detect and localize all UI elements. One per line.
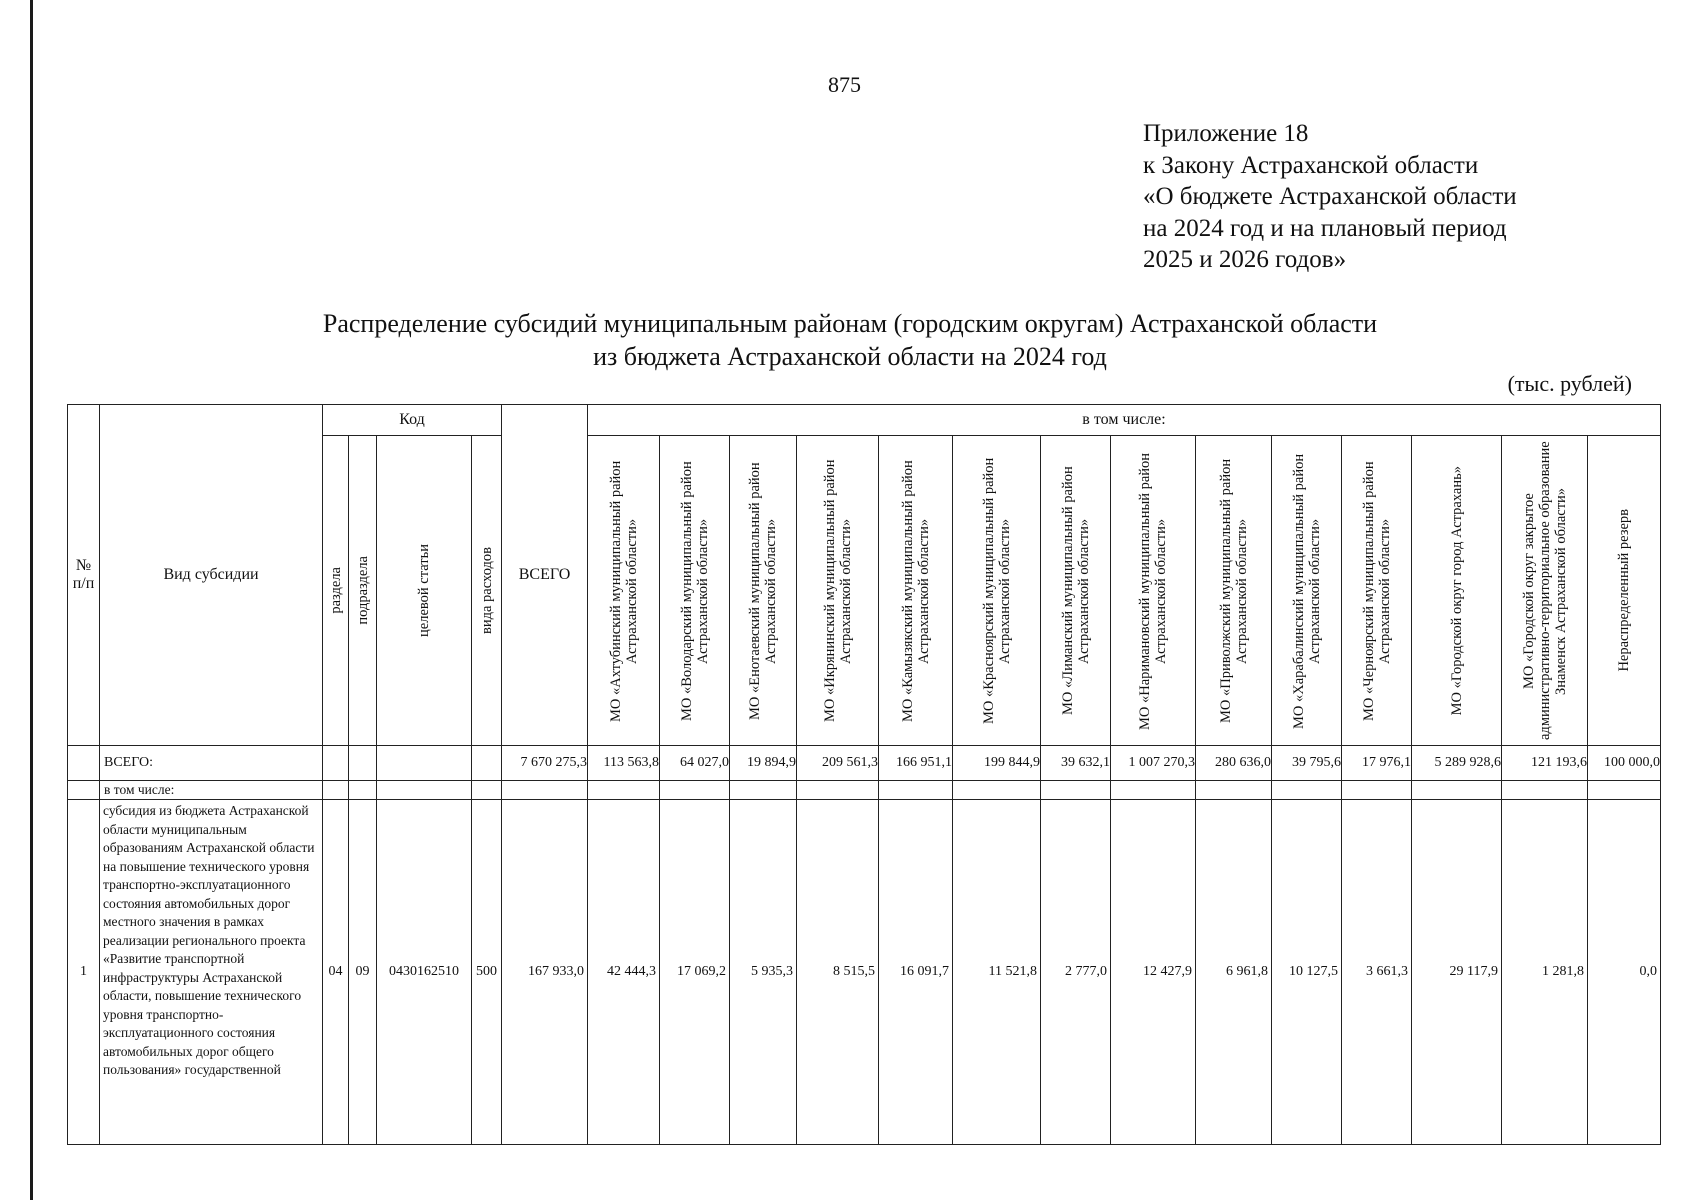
total-value: 121 193,6 <box>1502 746 1588 781</box>
header-code-col: подраздела <box>349 436 377 746</box>
header-municipality: МО «Володарский муниципальный район Астраханской области» <box>660 436 730 746</box>
table-cell <box>1412 781 1502 800</box>
row-value: 6 961,8 <box>1196 800 1272 1145</box>
table-cell <box>349 781 377 800</box>
annex-line: «О бюджете Астраханской области <box>1143 183 1517 210</box>
header-municipality: МО «Наримановский муниципальный район Астраханской области» <box>1111 436 1196 746</box>
title-line-1: Распределение субсидий муниципальным районам (городским округам) Астраханской области <box>322 309 1378 338</box>
row-value: 2 777,0 <box>1041 800 1111 1145</box>
table-cell <box>1041 781 1111 800</box>
total-value: 5 289 928,6 <box>1412 746 1502 781</box>
row-value: 11 521,8 <box>953 800 1041 1145</box>
table-cell <box>1588 781 1661 800</box>
total-value: 209 561,3 <box>797 746 879 781</box>
row-value: 1 281,8 <box>1502 800 1588 1145</box>
total-value: 17 976,1 <box>1342 746 1412 781</box>
subsidy-description: субсидия из бюджета Астраханской области муниципальным образованиям Астраханской области на повышение технического уровня транспортно-эксплуатационного состояния автомобильных дорог местного значения в рамках реализации регионального проекта «Развитие транспортной инфраструктуры Астраханской области, повышение технического уровня транспортно-эксплуатационного состояния автомобильных дорог общего пользования» государственной <box>100 800 323 1145</box>
table-cell <box>377 746 472 781</box>
header-municipality: МО «Приволжский муниципальный район Астраханской области» <box>1196 436 1272 746</box>
table-cell <box>1196 781 1272 800</box>
header-municipality: МО «Городской округ город Астрахань» <box>1412 436 1502 746</box>
total-value: 280 636,0 <box>1196 746 1272 781</box>
header-reserve: Нераспределенный резерв <box>1588 436 1661 746</box>
total-value: 64 027,0 <box>660 746 730 781</box>
total-row <box>68 746 1661 781</box>
header-municipality: МО «Черноярский муниципальный район Астраханской области» <box>1342 436 1412 746</box>
total-value: 166 951,1 <box>879 746 953 781</box>
row-value: 42 444,3 <box>588 800 660 1145</box>
row-value: 16 091,7 <box>879 800 953 1145</box>
table-cell <box>797 781 879 800</box>
table-cell <box>349 746 377 781</box>
header-num: № п/п <box>68 405 100 746</box>
table-cell <box>660 781 730 800</box>
code-celevaya-statya: 0430162510 <box>377 800 472 1145</box>
table-cell <box>68 781 100 800</box>
table-cell <box>472 746 502 781</box>
row-value: 29 117,9 <box>1412 800 1502 1145</box>
row-value: 3 661,3 <box>1342 800 1412 1145</box>
subsidy-table <box>67 404 1661 1145</box>
units-label: (тыс. рублей) <box>1507 371 1632 396</box>
row-value: 12 427,9 <box>1111 800 1196 1145</box>
title-line-2: из бюджета Астраханской области на 2024 год <box>593 342 1107 371</box>
total-value: 39 632,1 <box>1041 746 1111 781</box>
header-code-col: целевой статьи <box>377 436 472 746</box>
row-total-value: 167 933,0 <box>502 800 588 1145</box>
table-cell <box>1272 781 1342 800</box>
annex-header <box>1143 118 1517 276</box>
header-municipality: МО «Енотаевский муниципальный район Астраханской области» <box>730 436 797 746</box>
total-value: 100 000,0 <box>1588 746 1661 781</box>
table-cell <box>323 746 349 781</box>
code-vid-rashodov: 500 <box>472 800 502 1145</box>
row-value: 10 127,5 <box>1272 800 1342 1145</box>
table-cell <box>377 781 472 800</box>
table-cell <box>472 781 502 800</box>
table-cell <box>588 781 660 800</box>
total-value: 1 007 270,3 <box>1111 746 1196 781</box>
annex-line: 2025 и 2026 годов» <box>1143 246 1347 273</box>
header-code-col: вида расходов <box>472 436 502 746</box>
including-row <box>68 781 1661 800</box>
row-value: 8 515,5 <box>797 800 879 1145</box>
row-value: 17 069,2 <box>660 800 730 1145</box>
row-number: 1 <box>68 800 100 1145</box>
header-code: Код <box>323 405 502 436</box>
header-municipality: МО «Городской округ закрытое административно-территориальное образование Знаменск Астраханской области» <box>1502 436 1588 746</box>
table-cell <box>68 746 100 781</box>
header-municipality: МО «Ахтубинский муниципальный район Астраханской области» <box>588 436 660 746</box>
document-title <box>200 307 1500 373</box>
header-code-col: раздела <box>323 436 349 746</box>
total-value: 113 563,8 <box>588 746 660 781</box>
header-municipality: МО «Лиманский муниципальный район Астраханской области» <box>1041 436 1111 746</box>
table-cell <box>953 781 1041 800</box>
table-cell <box>879 781 953 800</box>
left-margin-line <box>30 0 33 1200</box>
annex-line: к Закону Астраханской области <box>1143 151 1479 179</box>
header-total: ВСЕГО <box>502 405 588 746</box>
header-municipality: МО «Икрянинский муниципальный район Астраханской области» <box>797 436 879 746</box>
total-value: 199 844,9 <box>953 746 1041 781</box>
table-cell <box>1502 781 1588 800</box>
table-cell <box>730 781 797 800</box>
header-municipality: МО «Камызякский муниципальный район Астраханской области» <box>879 436 953 746</box>
header-subsidy-type: Вид субсидии <box>100 405 323 746</box>
total-value: 19 894,9 <box>730 746 797 781</box>
table-cell <box>1342 781 1412 800</box>
total-value: 7 670 275,3 <box>502 746 588 781</box>
annex-line: Приложение 18 <box>1143 120 1309 147</box>
code-podrazdel: 09 <box>349 800 377 1145</box>
annex-line: на 2024 год и на плановый период <box>1143 214 1507 242</box>
page-number: 875 <box>828 72 861 97</box>
total-label: ВСЕГО: <box>100 746 323 781</box>
table-cell <box>502 781 588 800</box>
header-including: в том числе: <box>588 405 1661 436</box>
table-row <box>68 800 1661 1145</box>
total-value: 39 795,6 <box>1272 746 1342 781</box>
row-value: 0,0 <box>1588 800 1661 1145</box>
table-cell <box>323 781 349 800</box>
header-municipality: МО «Красноярский муниципальный район Астраханской области» <box>953 436 1041 746</box>
header-municipality: МО «Харабалинский муниципальный район Астраханской области» <box>1272 436 1342 746</box>
including-label: в том числе: <box>100 781 323 800</box>
code-razdel: 04 <box>323 800 349 1145</box>
row-value: 5 935,3 <box>730 800 797 1145</box>
table-cell <box>1111 781 1196 800</box>
